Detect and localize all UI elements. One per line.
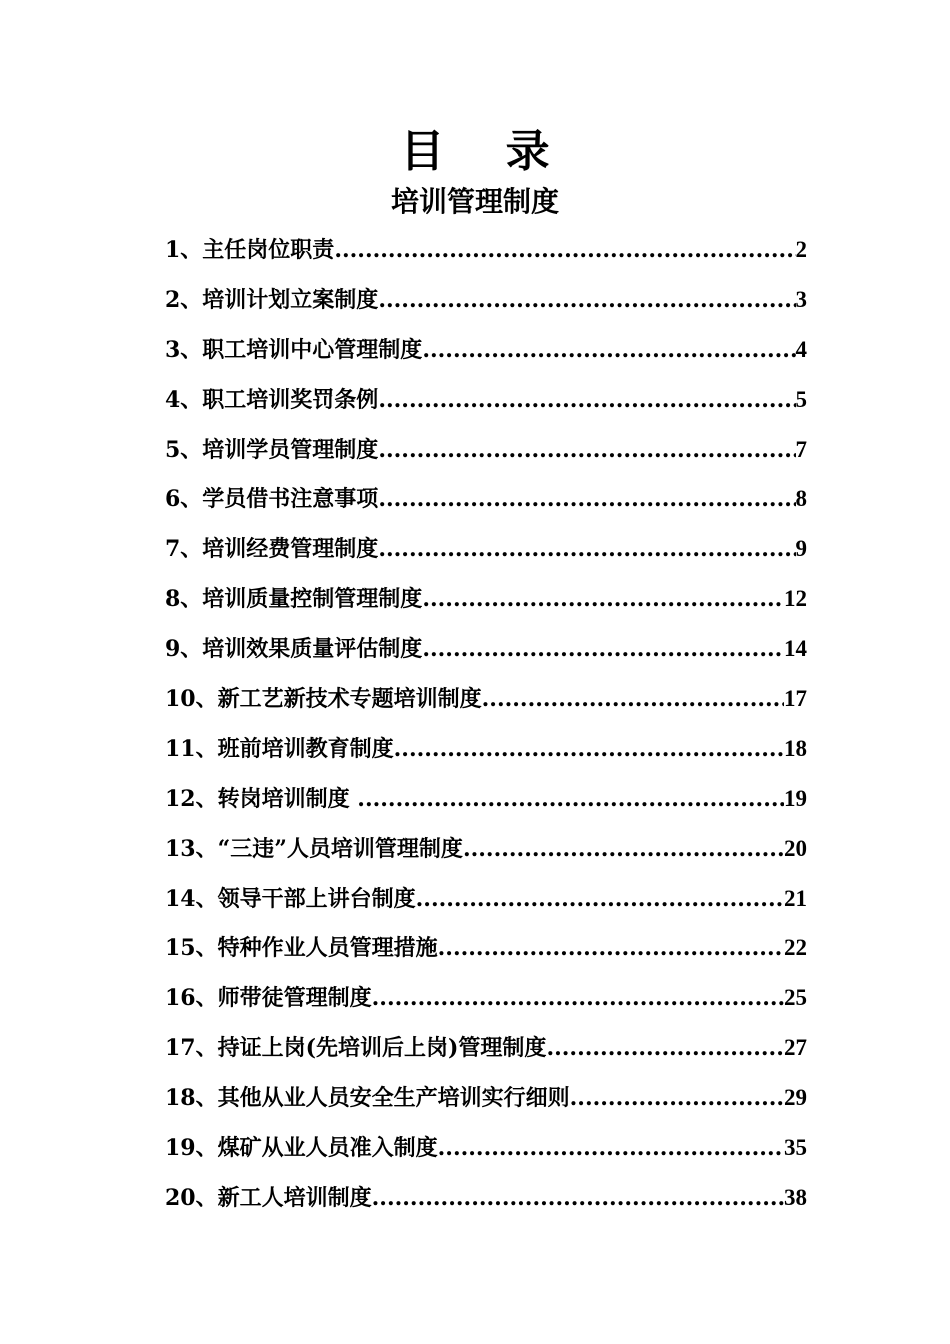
toc-dot-leader <box>422 328 795 372</box>
toc-page-number: 20 <box>784 835 807 861</box>
toc-dot-leader <box>416 877 784 921</box>
toc-dot-leader <box>394 727 784 771</box>
toc-dot-leader <box>378 428 795 472</box>
toc-entry[interactable] <box>165 727 807 777</box>
toc-dot-leader <box>422 627 784 671</box>
toc-dot-leader <box>378 278 795 322</box>
toc-dot-leader <box>334 228 795 272</box>
toc-entry[interactable] <box>165 278 807 328</box>
toc-entry[interactable] <box>165 1126 807 1176</box>
toc-entry[interactable] <box>165 926 807 976</box>
toc-entry[interactable] <box>165 976 807 1026</box>
toc-entry-label: 3、职工培训中心管理制度 <box>165 336 423 363</box>
toc-entry[interactable] <box>165 677 807 727</box>
toc-entry[interactable] <box>165 527 807 577</box>
toc-page-number: 9 <box>795 536 807 562</box>
toc-entry-label: 1、主任岗位职责 <box>165 237 335 263</box>
toc-dot-leader <box>422 577 784 621</box>
toc-entry[interactable] <box>165 477 807 527</box>
toc-entry[interactable] <box>165 1076 807 1126</box>
toc-entry-label: 13、“三违”人员培训管理制度 <box>165 835 463 862</box>
toc-entry-label: 2、培训计划立案制度 <box>165 286 379 313</box>
toc-entry[interactable] <box>165 777 807 827</box>
toc-entry-label: 15、特种作业人员管理措施 <box>165 935 438 962</box>
toc-entry-label: 5、培训学员管理制度 <box>165 436 379 463</box>
toc-entry-label: 4、职工培训奖罚条例 <box>165 386 379 413</box>
toc-page-number: 21 <box>784 885 807 911</box>
toc-dot-leader <box>546 1026 784 1070</box>
toc-page-number: 17 <box>784 686 807 712</box>
toc-page-number: 22 <box>784 935 807 961</box>
toc-entry[interactable] <box>165 428 807 478</box>
toc-page-number: 2 <box>795 237 807 262</box>
toc-page-number: 19 <box>784 785 807 811</box>
toc-dot-leader <box>378 477 795 521</box>
toc-page-number: 4 <box>795 336 807 362</box>
toc-page-number: 27 <box>784 1035 807 1061</box>
toc-dot-leader <box>438 926 784 970</box>
toc-entry-label: 19、煤矿从业人员准入制度 <box>165 1135 438 1162</box>
page-title: 目 录 <box>400 126 550 177</box>
toc-entry-label: 14、领导干部上讲台制度 <box>165 885 416 912</box>
toc-page-number: 38 <box>784 1184 807 1210</box>
toc-dot-leader <box>378 527 795 571</box>
toc-entry-label: 6、学员借书注意事项 <box>165 486 379 513</box>
toc-entry-label: 8、培训质量控制管理制度 <box>165 586 423 613</box>
toc-entry[interactable] <box>165 228 807 278</box>
toc-dot-leader <box>463 827 784 871</box>
toc-page-number: 8 <box>795 486 807 512</box>
toc-page-number: 14 <box>784 636 807 662</box>
toc-entry[interactable] <box>165 378 807 428</box>
toc-page-number: 29 <box>784 1085 807 1111</box>
table-of-contents <box>165 228 807 1226</box>
toc-entry-label: 12、转岗培训制度 <box>165 785 358 812</box>
toc-dot-leader <box>378 378 795 422</box>
toc-page-number: 3 <box>795 286 807 312</box>
toc-entry-label: 7、培训经费管理制度 <box>165 536 379 563</box>
toc-entry[interactable] <box>165 1176 807 1226</box>
toc-page-number: 7 <box>795 436 807 462</box>
toc-entry-label: 11、班前培训教育制度 <box>165 735 394 762</box>
toc-dot-leader <box>570 1076 784 1120</box>
toc-dot-leader <box>482 677 784 721</box>
toc-page-number: 35 <box>784 1135 807 1161</box>
page-subtitle: 培训管理制度 <box>390 185 559 218</box>
toc-page-number: 25 <box>784 985 807 1011</box>
toc-page-number: 5 <box>795 386 807 412</box>
toc-entry[interactable] <box>165 877 807 927</box>
toc-entry-label: 18、其他从业人员安全生产培训实行细则 <box>165 1085 570 1112</box>
toc-page-number: 18 <box>784 735 807 761</box>
toc-page-number: 12 <box>784 586 807 612</box>
toc-entry-label: 20、新工人培训制度 <box>165 1184 372 1211</box>
toc-entry[interactable] <box>165 577 807 627</box>
toc-entry[interactable] <box>165 627 807 677</box>
toc-entry-label: 16、师带徒管理制度 <box>165 985 372 1012</box>
toc-entry[interactable] <box>165 328 807 378</box>
toc-entry-label: 9、培训效果质量评估制度 <box>165 636 423 663</box>
toc-dot-leader <box>438 1126 784 1170</box>
toc-dot-leader <box>372 1176 784 1220</box>
toc-dot-leader <box>357 777 784 821</box>
toc-entry-label: 17、持证上岗(先培训后上岗)管理制度 <box>165 1035 547 1062</box>
toc-entry[interactable] <box>165 827 807 877</box>
toc-entry-label: 10、新工艺新技术专题培训制度 <box>165 686 482 713</box>
toc-entry[interactable] <box>165 1026 807 1076</box>
toc-dot-leader <box>372 976 784 1020</box>
